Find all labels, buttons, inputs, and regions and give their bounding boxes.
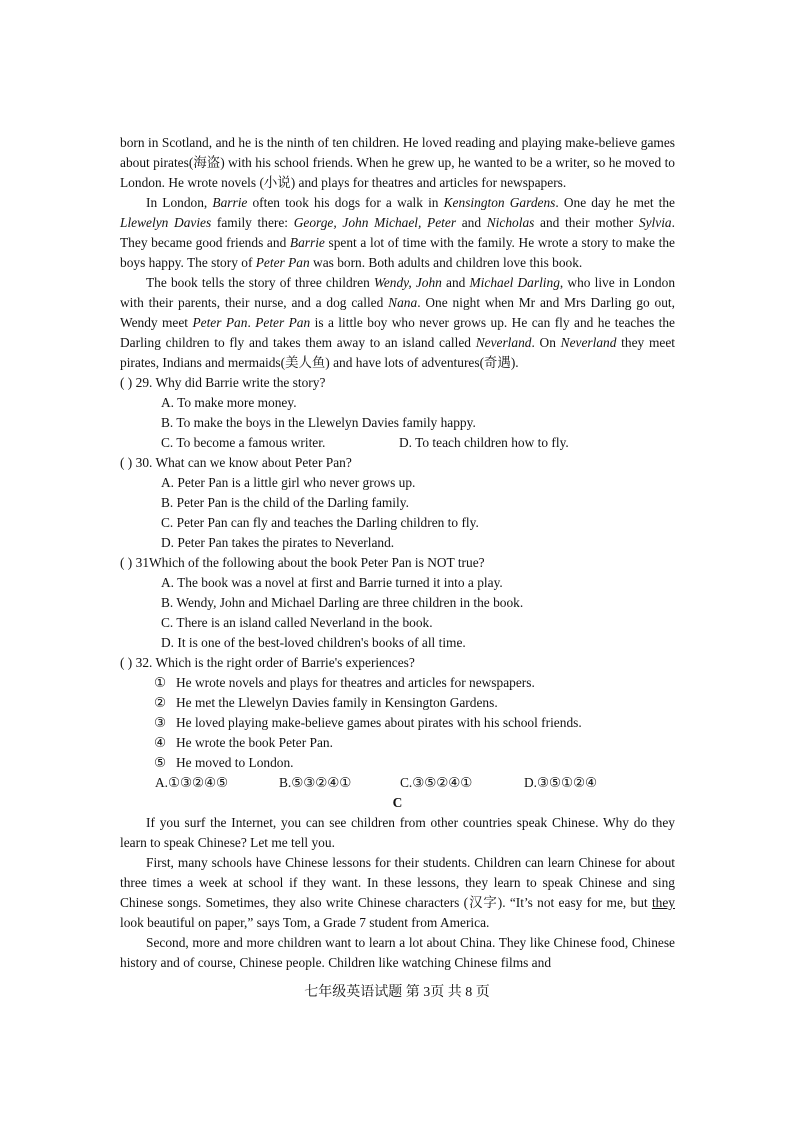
option-b: B. To make the boys in the Llewelyn Davies family happy. <box>161 415 476 430</box>
passage-c-paragraph-3: Second, more and more children want to learn a lot about China. They like Chinese food, Chinese history and of course, Chinese people. Children like watching Chinese films and <box>120 935 675 970</box>
item-text: He moved to London. <box>176 755 294 770</box>
option-d: D. Peter Pan takes the pirates to Neverland. <box>161 535 395 550</box>
paragraph-text: . One night when Mr and Mrs Darling go out, Wendy meet <box>120 295 675 330</box>
paragraph-text: often took his dogs for a walk in <box>247 195 444 210</box>
answer-blank[interactable]: ( ) <box>120 555 133 570</box>
passage-b-paragraph-3 <box>120 273 675 373</box>
italic-name: Michael Darling <box>469 275 560 290</box>
paragraph-text: they meet pirates, Indians and mermaids(美人鱼) and have lots of adventures(奇遇). <box>120 335 675 370</box>
section-c-heading: C <box>392 795 403 810</box>
paragraph-text: is a little boy who never grows up. He can fly and he teaches the Darling children to fly and takes them away to an island called <box>120 315 675 350</box>
paragraph-text: was born. Both adults and children love this book. <box>309 255 583 270</box>
paragraph-text: look beautiful on paper,” says Tom, a Grade 7 student from America. <box>120 915 490 930</box>
answer-blank[interactable]: ( ) <box>120 455 133 470</box>
italic-name: Peter Pan <box>192 315 248 330</box>
option-a: A. The book was a novel at first and Barrie turned it into a play. <box>161 575 503 590</box>
experience-item <box>120 673 675 693</box>
italic-name: Neverland <box>475 335 532 350</box>
item-number: ② <box>154 695 167 710</box>
experience-item <box>120 693 675 713</box>
question-stem: 31Which of the following about the book Peter Pan is NOT true? <box>132 555 485 570</box>
experience-item <box>120 733 675 753</box>
answer-blank[interactable]: ( ) <box>120 655 133 670</box>
item-text: He met the Llewelyn Davies family in Kensington Gardens. <box>176 695 498 710</box>
option-d: D. To teach children how to fly. <box>399 435 569 450</box>
passage-b-paragraph-1: born in Scotland, and he is the ninth of ten children. He loved reading and playing make-believe games about pirates(海盗) with his school friends. When he grew up, he wanted to be a writer, so he moved to London. He wrote novels (小说) and plays for theatres and articles for newspapers. <box>120 135 675 190</box>
option-a: A. Peter Pan is a little girl who never grows up. <box>161 475 416 490</box>
paragraph-text: and <box>456 215 487 230</box>
option-a: A.①③②④⑤ <box>155 775 229 790</box>
italic-name: Neverland <box>560 335 617 350</box>
italic-name: Barrie <box>212 195 248 210</box>
paragraph-text: and their mother <box>534 215 639 230</box>
question-30 <box>120 453 675 473</box>
item-number: ④ <box>154 735 167 750</box>
question-stem: 29. Why did Barrie write the story? <box>132 375 326 390</box>
italic-name: Peter Pan <box>255 315 311 330</box>
option-c: C.③⑤②④① <box>400 775 473 790</box>
item-number: ① <box>154 675 167 690</box>
paragraph-text: . One day he met the <box>555 195 676 210</box>
page-content <box>120 133 675 973</box>
item-text: He loved playing make-believe games about pirates with his school friends. <box>176 715 582 730</box>
order-options <box>120 773 675 793</box>
experience-item <box>120 753 675 773</box>
italic-name: Barrie <box>289 235 325 250</box>
option-b: B.⑤③②④① <box>279 775 352 790</box>
passage-c-paragraph-1: If you surf the Internet, you can see children from other countries speak Chinese. Why do they learn to speak Chinese? Let me tell you. <box>120 815 675 850</box>
italic-name: Llewelyn Davies <box>120 215 212 230</box>
option-b: B. Peter Pan is the child of the Darling family. <box>161 495 409 510</box>
paragraph-text: In London, <box>146 195 213 210</box>
italic-name: Nana <box>388 295 418 310</box>
experience-item <box>120 713 675 733</box>
paragraph-text: The book tells the story of three children <box>146 275 374 290</box>
item-text: He wrote novels and plays for theatres and articles for newspapers. <box>176 675 535 690</box>
option-d: D. It is one of the best-loved children's books of all time. <box>161 635 466 650</box>
option-b: B. Wendy, John and Michael Darling are three children in the book. <box>161 595 524 610</box>
option-a: A. To make more money. <box>161 395 297 410</box>
option-c: C. Peter Pan can fly and teaches the Darling children to fly. <box>161 515 479 530</box>
option-c: C. There is an island called Neverland in the book. <box>161 615 433 630</box>
question-stem: 30. What can we know about Peter Pan? <box>132 455 352 470</box>
option-d: D.③⑤①②④ <box>524 775 598 790</box>
italic-name: Sylvia <box>638 215 672 230</box>
answer-blank[interactable]: ( ) <box>120 375 133 390</box>
italic-name: Peter Pan <box>255 255 310 270</box>
question-stem: 32. Which is the right order of Barrie's experiences? <box>132 655 415 670</box>
question-31 <box>120 553 675 573</box>
item-number: ③ <box>154 715 167 730</box>
options-c-d <box>120 433 675 453</box>
italic-name: Kensington Gardens <box>443 195 556 210</box>
item-text: He wrote the book Peter Pan. <box>176 735 333 750</box>
italic-name: Nicholas <box>486 215 535 230</box>
underlined-word: they <box>651 895 675 910</box>
paragraph-text: . <box>247 315 256 330</box>
question-29 <box>120 373 675 393</box>
question-32 <box>120 653 675 673</box>
paragraph-text: . On <box>531 335 561 350</box>
paragraph-text: , who live in London with their parents, their nurse, and a dog called <box>120 275 676 310</box>
option-c: C. To become a famous writer. <box>161 435 326 450</box>
paragraph-text: . They became good friends and <box>120 215 675 250</box>
passage-c-paragraph-2 <box>120 853 675 933</box>
item-number: ⑤ <box>154 755 167 770</box>
paragraph-text: and <box>441 275 470 290</box>
paragraph-text: First, many schools have Chinese lessons for their students. Children can learn Chinese for about three times a week at school if they want. In these lessons, they learn to speak Chinese and sing Chinese songs. Sometimes, they also write Chinese characters (汉字). “It’s not easy for me, but <box>120 855 675 910</box>
italic-name: Wendy, John <box>373 275 442 290</box>
page-footer: 七年级英语试题 第 3页 共 8 页 <box>304 985 490 1000</box>
passage-b-paragraph-2 <box>120 193 675 273</box>
paragraph-text: spent a lot of time with the family. He wrote a story to make the boys happy. The story of <box>120 235 675 270</box>
paragraph-text: family there: <box>211 215 294 230</box>
italic-name: George, John Michael, Peter <box>293 215 457 230</box>
